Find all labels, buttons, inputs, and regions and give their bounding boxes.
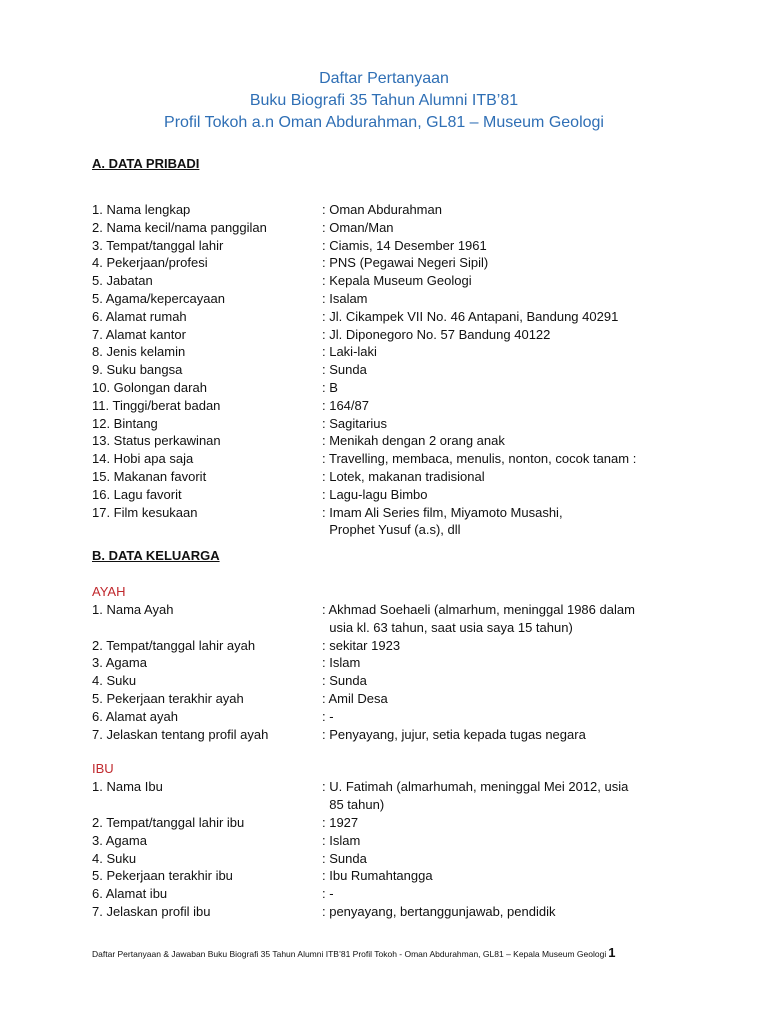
section-data-keluarga — [92, 547, 692, 921]
field-label: 4. Suku — [92, 850, 137, 866]
field-row — [92, 237, 692, 255]
field-row — [92, 468, 692, 486]
field-row — [92, 397, 692, 415]
field-row — [92, 450, 692, 468]
section-b-heading: B. DATA KELUARGA — [92, 548, 220, 563]
field-value: : Ibu Rumahtangga — [322, 868, 433, 884]
field-label: 17. Film kesukaan — [92, 504, 198, 520]
field-value: : - — [322, 708, 334, 724]
field-value: : Jl. Diponegoro No. 57 Bandung 40122 — [322, 326, 551, 342]
field-label: 2. Tempat/tanggal lahir ayah — [92, 637, 256, 653]
field-value: : 164/87 — [322, 397, 369, 413]
field-label: 2. Tempat/tanggal lahir ibu — [92, 814, 245, 830]
footer-text: Daftar Pertanyaan & Jawaban Buku Biografi 35 Tahun Alumni ITB’81 Profil Tokoh - Oman Abdurahman, GL81 – Kepala Museum Geologi — [92, 949, 607, 959]
field-value: : Kepala Museum Geologi — [322, 273, 472, 289]
field-label: 9. Suku bangsa — [92, 362, 183, 378]
field-label: 3. Agama — [92, 832, 147, 848]
field-row — [92, 814, 692, 832]
ayah-heading: AYAH — [92, 584, 126, 599]
field-label: 11. Tinggi/berat badan — [92, 397, 221, 413]
field-label: 1. Nama Ayah — [92, 602, 174, 617]
field-row — [92, 654, 692, 672]
field-value: : sekitar 1923 — [322, 637, 401, 653]
field-label: 15. Makanan favorit — [92, 468, 207, 484]
field-row — [92, 361, 692, 379]
field-value: : Lagu-lagu Bimbo — [322, 486, 428, 502]
field-row — [92, 415, 692, 433]
field-label: 5. Agama/kepercayaan — [92, 290, 225, 306]
field-label: 6. Alamat ayah — [92, 708, 178, 724]
field-value: : Isalam — [322, 290, 368, 306]
field-value: : Akhmad Soehaeli (almarhum, meninggal 1986 dalam usia kl. 63 tahun, saat usia saya 15 tahun) — [322, 602, 635, 635]
field-row — [92, 690, 692, 708]
field-value: : B — [322, 379, 338, 395]
field-row — [92, 903, 692, 921]
field-label: 1. Nama lengkap — [92, 202, 191, 217]
field-row — [92, 308, 692, 326]
field-value: : U. Fatimah (almarhumah, meninggal Mei 2012, usia 85 tahun) — [322, 779, 629, 813]
ibu-heading: IBU — [92, 761, 114, 777]
field-value: : Travelling, membaca, menulis, nonton, cocok tanam : — [322, 451, 637, 467]
field-value: : Sunda — [322, 850, 367, 866]
field-value: : Imam Ali Series film, Miyamoto Musashi, Prophet Yusuf (a.s), dll — [322, 504, 563, 538]
ayah-list — [92, 601, 692, 743]
title-line-2: Buku Biografi 35 Tahun Alumni ITB’81 — [249, 92, 519, 109]
field-value: : Jl. Cikampek VII No. 46 Antapani, Bandung 40291 — [322, 308, 619, 324]
field-value: : Oman Abdurahman — [322, 202, 442, 217]
document-title — [0, 68, 768, 134]
field-row — [92, 867, 692, 885]
field-label: 3. Tempat/tanggal lahir — [92, 237, 224, 253]
field-label: 12. Bintang — [92, 415, 158, 431]
field-row — [92, 672, 692, 690]
data-pribadi-list — [92, 201, 692, 539]
field-label: 2. Nama kecil/nama panggilan — [92, 219, 267, 235]
field-label: 7. Jelaskan tentang profil ayah — [92, 726, 269, 742]
field-label: 1. Nama Ibu — [92, 779, 163, 795]
field-row — [92, 885, 692, 903]
field-value: : Sunda — [322, 362, 367, 378]
field-label: 5. Pekerjaan terakhir ibu — [92, 868, 233, 884]
field-row — [92, 778, 692, 814]
field-label: 3. Agama — [92, 655, 147, 671]
field-value: : Penyayang, jujur, setia kepada tugas negara — [322, 726, 586, 742]
field-row — [92, 486, 692, 504]
field-value: : Sunda — [322, 673, 367, 689]
section-a-heading: A. DATA PRIBADI — [92, 156, 200, 171]
field-value: : penyayang, bertanggunjawab, pendidik — [322, 903, 556, 919]
field-label: 5. Jabatan — [92, 273, 153, 289]
field-value: : Menikah dengan 2 orang anak — [322, 433, 505, 449]
field-label: 8. Jenis kelamin — [92, 344, 186, 360]
field-label: 13. Status perkawinan — [92, 433, 221, 449]
field-row — [92, 254, 692, 272]
field-value: : Lotek, makanan tradisional — [322, 468, 485, 484]
field-row — [92, 601, 692, 637]
field-row — [92, 379, 692, 397]
field-value: : Oman/Man — [322, 219, 394, 235]
field-row — [92, 326, 692, 344]
field-row — [92, 219, 692, 237]
field-value: : Ciamis, 14 Desember 1961 — [322, 237, 487, 253]
title-line-1: Daftar Pertanyaan — [319, 70, 449, 87]
field-value: : Amil Desa — [322, 690, 388, 706]
field-row — [92, 343, 692, 361]
field-label: 7. Alamat kantor — [92, 326, 186, 342]
field-label: 4. Suku — [92, 673, 137, 689]
field-value: : PNS (Pegawai Negeri Sipil) — [322, 255, 489, 271]
field-value: : Islam — [322, 655, 361, 671]
field-row — [92, 832, 692, 850]
title-line-3: Profil Tokoh a.n Oman Abdurahman, GL81 – Museum Geologi — [164, 114, 604, 131]
field-row — [92, 504, 692, 540]
field-label: 7. Jelaskan profil ibu — [92, 903, 211, 919]
field-row — [92, 201, 692, 219]
field-row — [92, 708, 692, 726]
section-data-pribadi — [92, 155, 692, 539]
field-value: : Islam — [322, 832, 361, 848]
field-label: 4. Pekerjaan/profesi — [92, 255, 208, 271]
field-row — [92, 432, 692, 450]
field-value: : 1927 — [322, 814, 359, 830]
field-label: 5. Pekerjaan terakhir ayah — [92, 690, 244, 706]
field-value: : - — [322, 886, 334, 902]
field-value: : Sagitarius — [322, 415, 388, 431]
field-label: 16. Lagu favorit — [92, 486, 182, 502]
field-label: 6. Alamat rumah — [92, 308, 187, 324]
field-label: 6. Alamat ibu — [92, 886, 168, 902]
field-row — [92, 272, 692, 290]
field-label: 14. Hobi apa saja — [92, 451, 194, 467]
page-number: 1 — [608, 945, 616, 960]
field-row — [92, 726, 692, 744]
field-row — [92, 850, 692, 868]
field-row — [92, 637, 692, 655]
ibu-list — [92, 778, 692, 920]
field-value: : Laki-laki — [322, 344, 377, 360]
page-footer — [92, 946, 682, 961]
field-label: 10. Golongan darah — [92, 379, 207, 395]
field-row — [92, 290, 692, 308]
